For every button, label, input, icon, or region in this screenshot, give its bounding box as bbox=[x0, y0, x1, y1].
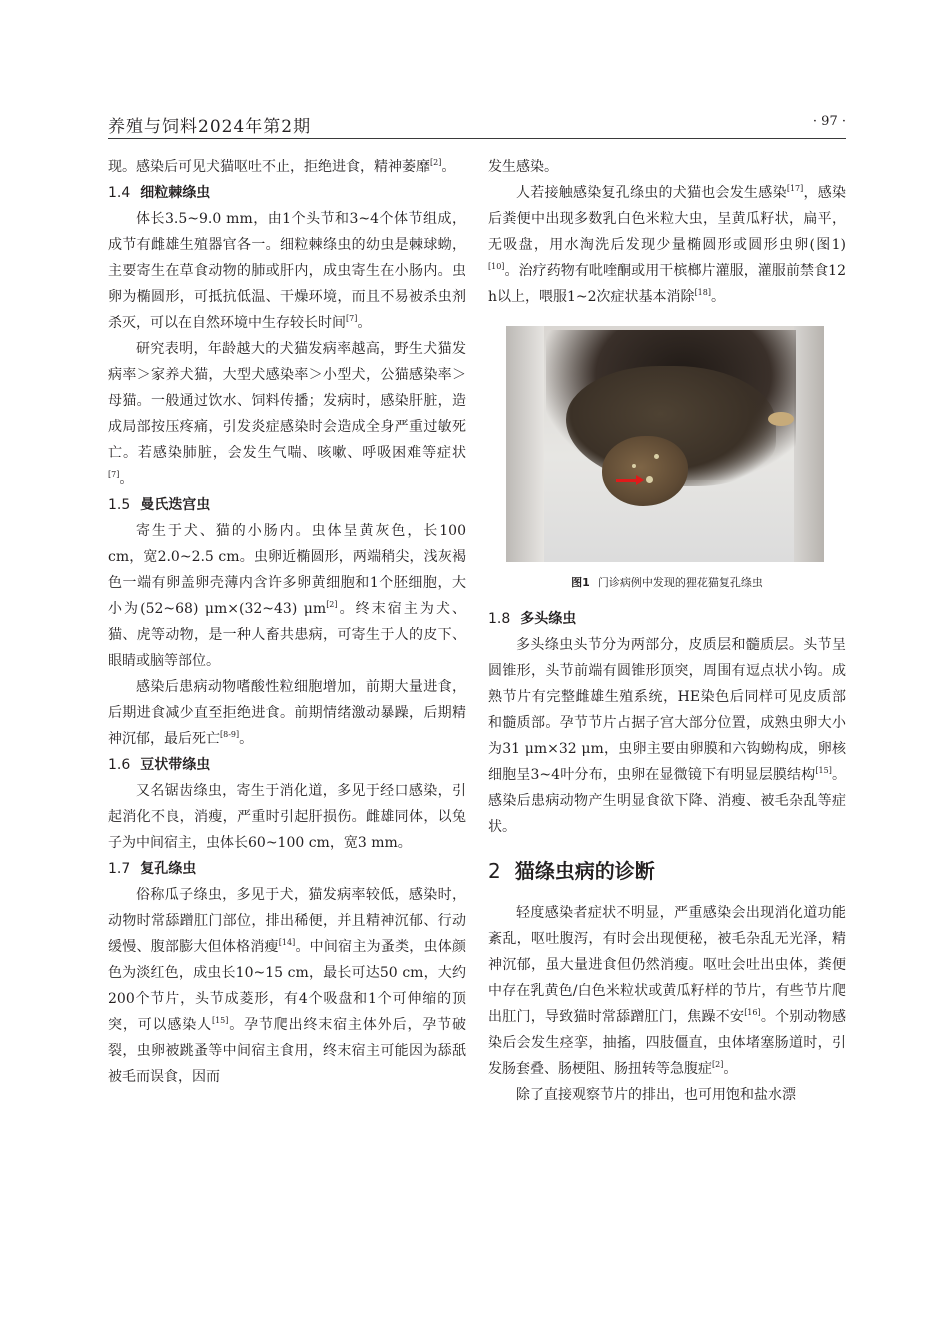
paragraph: 除了直接观察节片的排出，也可用饱和盐水漂 bbox=[516, 1087, 796, 1103]
paragraph: 人若接触感染复孔绦虫的犬猫也会发生感染[17]，感染后粪便中出现多数乳白色米粒大虫，呈黄瓜籽状，扁平，无吸盘，用水淘洗后发现少量椭圆形或圆形虫卵(图1)[10]。治疗药物有吡喹酮或用干槟榔片灌服，灌服前禁食12 h以上，喂服1~2次症状基本消除[18]。 bbox=[488, 184, 847, 305]
section-heading-1-7: 1.7 复孔绦虫 bbox=[108, 861, 197, 877]
citation: [2] bbox=[712, 1060, 724, 1069]
arrow-icon bbox=[616, 479, 638, 482]
section-heading-1-6: 1.6 豆状带绦虫 bbox=[108, 757, 211, 773]
paragraph: 寄生于犬、猫的小肠内。虫体呈黄灰色，长100 cm，宽2.0~2.5 cm。虫卵近椭圆形，两端稍尖，浅灰褐色一端有卵盖卵壳薄内含许多卵黄细胞和1个胚细胞，大小为(52~68) μm×(32~43) μm[2]。终末宿主为犬、猫、虎等动物，是一种人畜共患病，可寄生于人的皮下、眼睛或脑等部位。 bbox=[108, 523, 466, 669]
paragraph: 现。感染后可见犬猫呕吐不止，拒绝进食，精神萎靡[2]。 bbox=[108, 158, 456, 175]
page-number: · 97 · bbox=[812, 114, 846, 129]
figure-caption: 图1 门诊病例中发现的狸花猫复孔绦虫 bbox=[571, 576, 763, 589]
figure-1 bbox=[506, 326, 824, 592]
paragraph: 俗称瓜子绦虫，多见于犬，猫发病率较低，感染时，动物时常舔蹭肛门部位，排出稀便，并且精神沉郁、行动缓慢、腹部膨大但体格消瘦[14]。中间宿主为蚤类，虫体颜色为淡红色，成虫长10~15 cm，最长可达50 cm，大约200个节片，头节成菱形，有4个吸盘和1个可伸缩的顶突，可以感染人[15]。孕节爬出终末宿主体外后，孕节破裂，虫卵被跳蚤等中间宿主食用，终末宿主可能因为舔舐被毛而误食，因而 bbox=[108, 887, 467, 1085]
citation: [16] bbox=[744, 1008, 761, 1017]
paragraph: 研究表明，年龄越大的犬猫发病率越高，野生犬猫发病率＞家养犬猫，大型犬感染率＞小型犬，公猫感染率＞母猫。一般通过饮水、饲料传播；发病时，感染肝脏，造成局部按压疼痛，引发炎症感染时会造成全身严重过敏死亡。若感染肺脏，会发生气喘、咳嗽、呼吸困难等症状[7]。 bbox=[108, 341, 466, 487]
citation: [10] bbox=[488, 262, 505, 271]
citation: [2] bbox=[326, 600, 338, 609]
journal-title: 养殖与饲料2024年第2期 bbox=[108, 117, 312, 137]
citation: [15] bbox=[815, 766, 832, 775]
section-heading-2: 2 猫绦虫病的诊断 bbox=[488, 859, 655, 883]
paragraph: 又名锯齿绦虫，寄生于消化道，多见于经口感染，引起消化不良，消瘦，严重时引起肝损伤。雌雄同体，以兔子为中间宿主，虫体长60~100 cm，宽3 mm。 bbox=[108, 783, 466, 851]
paragraph: 多头绦虫头节分为两部分，皮质层和髓质层。头节呈圆锥形，头节前端有圆锥形顶突，周围有逗点状小钩。成熟节片有完整雌雄生殖系统，HE染色后同样可见皮质部和髓质部。孕节节片占据子宫大部分位置，成熟虫卵大小为31 μm×32 μm，虫卵主要由卵膜和六钩蚴构成，卵核细胞呈3~4叶分布，虫卵在显微镜下有明显层膜结构[15]。感染后患病动物产生明显食欲下降、消瘦、被毛杂乱等症状。 bbox=[488, 637, 847, 835]
section-heading-1-8: 1.8 多头绦虫 bbox=[488, 611, 577, 627]
citation: [7] bbox=[346, 314, 358, 323]
citation: [15] bbox=[211, 1016, 229, 1025]
citation: [18] bbox=[694, 288, 711, 297]
citation: [8-9] bbox=[220, 730, 240, 739]
citation: [17] bbox=[786, 184, 804, 193]
left-column bbox=[108, 154, 466, 1090]
paragraph: 体长3.5~9.0 mm，由1个头节和3~4个体节组成，成节有雌雄生殖器官各一。细粒棘绦虫的幼虫是棘球蚴，主要寄生在草食动物的肺或肝内，成虫寄生在小肠内。虫卵为椭圆形，可抵抗低温、干燥环境，而且不易被杀虫剂杀灭，可以在自然环境中生存较长时间[7]。 bbox=[108, 211, 466, 331]
running-header bbox=[108, 108, 846, 139]
right-column bbox=[488, 154, 846, 1108]
citation: [7] bbox=[108, 470, 120, 479]
tapeworm-photo bbox=[506, 326, 824, 562]
citation: [14] bbox=[278, 938, 296, 947]
citation: [2] bbox=[430, 158, 442, 167]
section-heading-1-4: 1.4 细粒棘绦虫 bbox=[108, 185, 211, 201]
paragraph: 轻度感染者症状不明显，严重感染会出现消化道功能紊乱，呕吐腹泻，有时会出现便秘，被毛杂乱无光泽，精神沉郁，虽大量进食但仍然消瘦。呕吐会吐出虫体，粪便中存在乳黄色/白色米粒状或黄瓜籽样的节片，有些节片爬出肛门，导致猫时常舔蹭肛门，焦躁不安[16]。个别动物感染后会发生痉挛，抽搐，四肢僵直，虫体堵塞肠道时，引发肠套叠、肠梗阻、肠扭转等急腹症[2]。 bbox=[488, 905, 847, 1077]
section-heading-1-5: 1.5 曼氏迭宫虫 bbox=[108, 497, 211, 513]
paragraph: 感染后患病动物嗜酸性粒细胞增加，前期大量进食，后期进食减少直至拒绝进食。前期情绪激动暴躁，后期精神沉郁，最后死亡[8-9]。 bbox=[108, 679, 466, 747]
paragraph: 发生感染。 bbox=[488, 159, 558, 175]
